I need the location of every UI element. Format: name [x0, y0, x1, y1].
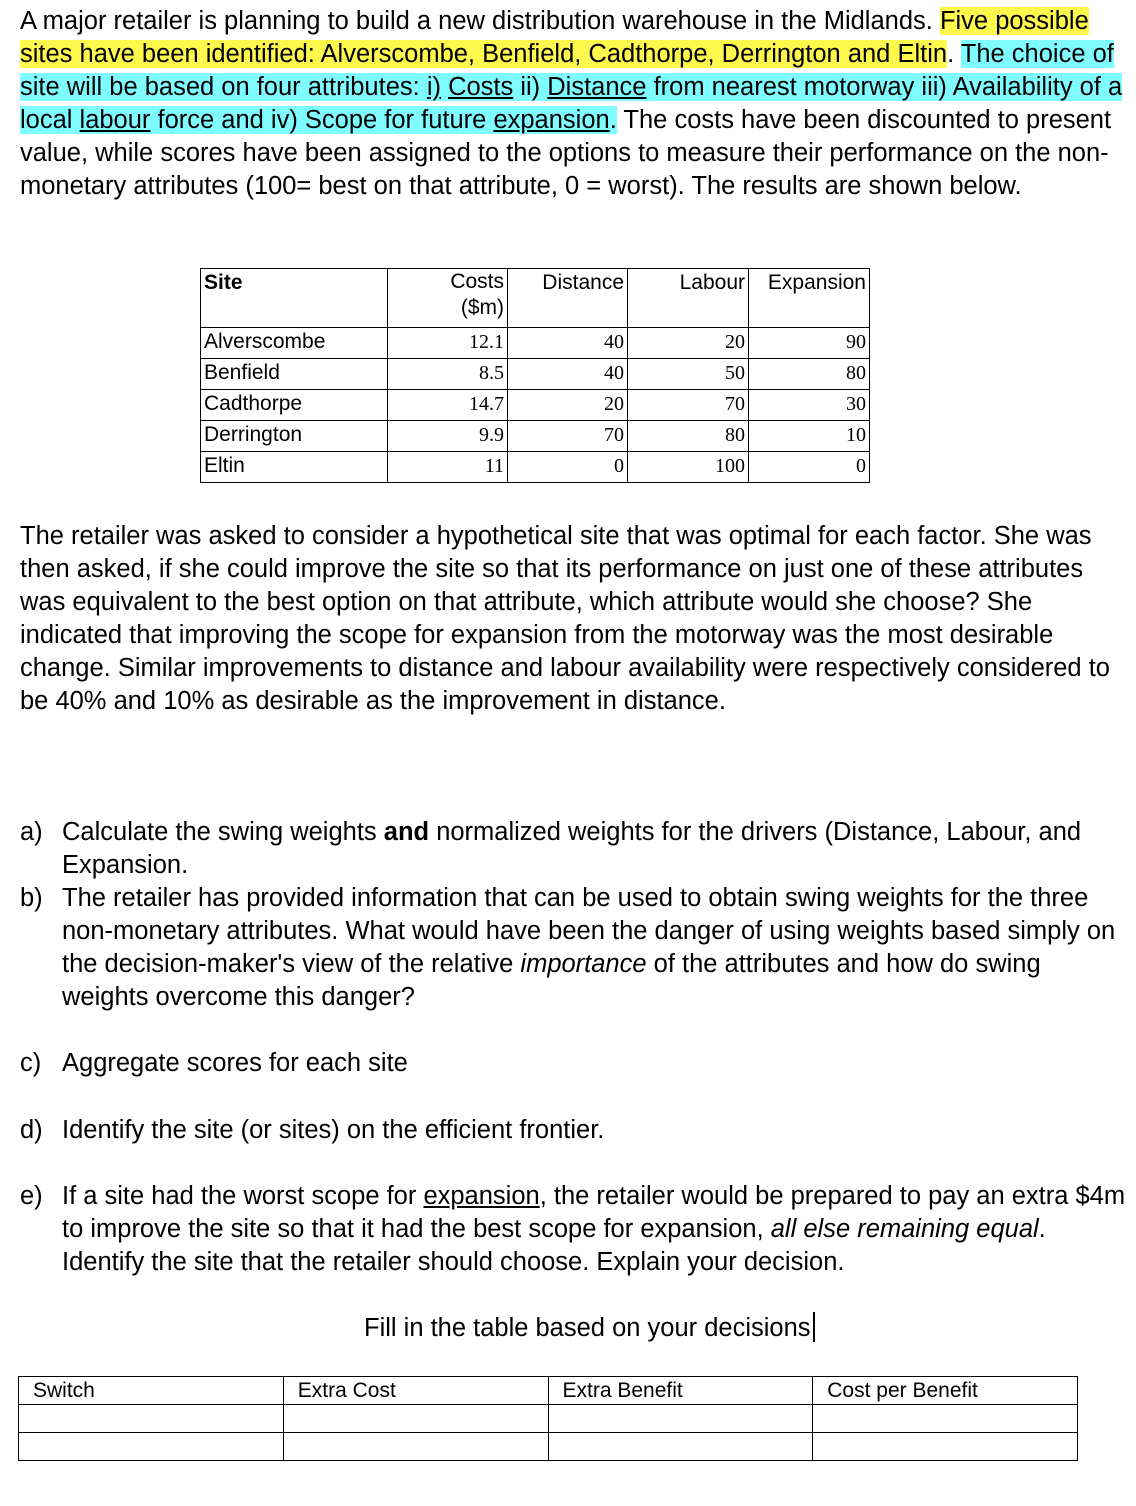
- intro-text-2: .: [947, 40, 961, 68]
- answer-row[interactable]: [19, 1433, 1078, 1461]
- header-distance: Distance: [508, 269, 628, 328]
- labour-cell: 80: [628, 421, 749, 452]
- answer-row[interactable]: [19, 1405, 1078, 1433]
- site-name: Cadthorpe: [201, 390, 388, 421]
- highlight-attributes: The choice of site will be based on four attributes: i) Costs ii) Distance from nearest motorway iii) Availability of a local labour force and iv) Scope for future expansion.: [20, 40, 1123, 134]
- answer-cell[interactable]: [813, 1405, 1078, 1433]
- labour-cell: 50: [628, 359, 749, 390]
- site-name: Eltin: [201, 452, 388, 483]
- cost-cell: 14.7: [388, 390, 508, 421]
- table-row: [201, 390, 870, 421]
- distance-cell: 40: [508, 359, 628, 390]
- fill-table-caption: Fill in the table based on your decisions: [364, 1312, 815, 1345]
- answer-cell[interactable]: [19, 1433, 284, 1461]
- table-row: [201, 421, 870, 452]
- distance-cell: 70: [508, 421, 628, 452]
- question-label: c): [20, 1049, 42, 1077]
- question-c: c) Aggregate scores for each site: [20, 1047, 1130, 1080]
- question-b: b) The retailer has provided information that can be used to obtain swing weights for the three non-monetary attributes. What would have been the danger of using weights based simply on the decision-maker's view of the relative importance of the attributes and how do swing weights overcome this danger?: [20, 884, 1116, 1011]
- cost-cell: 12.1: [388, 328, 508, 359]
- expansion-cell: 30: [749, 390, 870, 421]
- expansion-cell: 10: [749, 421, 870, 452]
- answer-cell[interactable]: [548, 1405, 813, 1433]
- header-extra-benefit: Extra Benefit: [548, 1377, 813, 1405]
- text-cursor: [813, 1312, 815, 1342]
- site-name: Benfield: [201, 359, 388, 390]
- table-row: [201, 452, 870, 483]
- header-cost-per-benefit: Cost per Benefit: [813, 1377, 1078, 1405]
- expansion-cell: 80: [749, 359, 870, 390]
- answer-table-header: [19, 1377, 1078, 1405]
- table-header-row: [201, 269, 870, 328]
- answer-cell[interactable]: [19, 1405, 284, 1433]
- labour-cell: 70: [628, 390, 749, 421]
- table-row: [201, 328, 870, 359]
- answer-cell[interactable]: [283, 1433, 548, 1461]
- cost-cell: 11: [388, 452, 508, 483]
- intro-text-3: The costs have been discounted to present value, while scores have been assigned to the options to measure their performance on the non-monetary attributes (100= best on that attribute, 0 = worst). The results are shown below.: [20, 106, 1112, 200]
- answer-cell[interactable]: [813, 1433, 1078, 1461]
- header-extra-cost: Extra Cost: [283, 1377, 548, 1405]
- site-name: Derrington: [201, 421, 388, 452]
- expansion-cell: 90: [749, 328, 870, 359]
- question-label: b): [20, 884, 43, 912]
- question-label: a): [20, 818, 43, 846]
- question-e: e) If a site had the worst scope for expansion, the retailer would be prepared to pay an extra $4m to improve the site so that it had the best scope for expansion, all else remaining equal. Identify the site that the retailer should choose. Explain your decision.: [20, 1182, 1126, 1276]
- cost-cell: 9.9: [388, 421, 508, 452]
- scenario-paragraph: The retailer was asked to consider a hypothetical site that was optimal for each factor. She was then asked, if she could improve the site so that its performance on just one of these attributes was equivalent to the best option on that attribute, which attribute would she choose? She indicated that improving the scope for expansion from the motorway was the most desirable change. Similar improvements to distance and labour availability were respectively considered to be 40% and 10% as desirable as the improvement in distance.: [20, 522, 1110, 715]
- answer-table: [18, 1376, 1078, 1461]
- site-name: Alverscombe: [201, 328, 388, 359]
- expansion-cell: 0: [749, 452, 870, 483]
- header-expansion: Expansion: [749, 269, 870, 328]
- header-costs: Costs ($m): [388, 269, 508, 328]
- highlight-sites: Five possible sites have been identified: Alverscombe, Benfield, Cadthorpe, Derrington and Eltin: [20, 7, 1089, 68]
- distance-cell: 40: [508, 328, 628, 359]
- answer-cell[interactable]: [548, 1433, 813, 1461]
- table-row: [201, 359, 870, 390]
- question-d: d) Identify the site (or sites) on the efficient frontier.: [20, 1114, 1130, 1147]
- site-scores-table: [200, 268, 870, 483]
- intro-paragraph: [20, 5, 1132, 203]
- labour-cell: 100: [628, 452, 749, 483]
- distance-cell: 0: [508, 452, 628, 483]
- header-labour: Labour: [628, 269, 749, 328]
- distance-cell: 20: [508, 390, 628, 421]
- question-a: a) Calculate the swing weights and normalized weights for the drivers (Distance, Labour, and Expansion.: [20, 818, 1082, 879]
- cost-cell: 8.5: [388, 359, 508, 390]
- header-site: Site: [201, 269, 388, 328]
- answer-cell[interactable]: [283, 1405, 548, 1433]
- header-switch: Switch: [19, 1377, 284, 1405]
- question-label: e): [20, 1182, 43, 1210]
- question-label: d): [20, 1116, 43, 1144]
- labour-cell: 20: [628, 328, 749, 359]
- intro-text-1: A major retailer is planning to build a new distribution warehouse in the Midlands.: [20, 7, 940, 35]
